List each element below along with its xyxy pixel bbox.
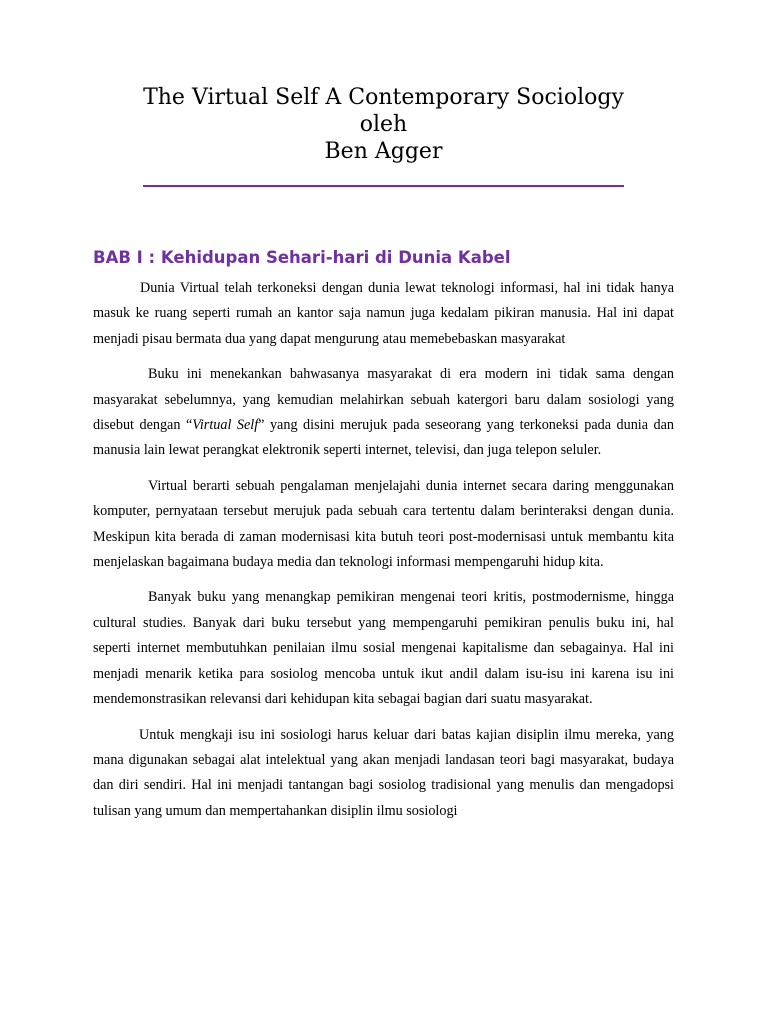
paragraph-4: Banyak buku yang menangkap pemikiran mengenai teori kritis, postmodernisme, hingga cultural studies. Banyak dari buku tersebut yang mempengaruhi pemikiran penulis buku ini, hal seperti internet membutuhkan penilaian ilmu sosial mengenai kapitalisme dan sebagainya. Hal ini menjadi menarik ketika para sosiolog mencoba untuk ikut andil dalam isu-isu ini karena isu ini mendemonstrasikan relevansi dari kehidupan kita sebagai bagian dari suatu masyarakat. (93, 589, 674, 708)
title-line-author: Ben Agger (324, 139, 443, 164)
title-line-oleh: oleh (359, 112, 408, 137)
paragraph-1: Dunia Virtual telah terkoneksi dengan dunia lewat teknologi informasi, hal ini tidak hanya masuk ke ruang seperti rumah an kantor saja namun juga kedalam pikiran manusia. Hal ini dapat menjadi pisau bermata dua yang dapat mengurung atau memebebaskan masyarakat (93, 280, 674, 347)
document-title (93, 84, 674, 165)
paragraph-3: Virtual berarti sebuah pengalaman menjelajahi dunia internet secara daring menggunakan komputer, pernyataan tersebut merujuk pada sebuah cara tertentu dalam berinteraksi dengan dunia. Meskipun kita berada di zaman modernisasi kita butuh teori post-modernisasi untuk membantu kita menjelaskan bagaimana budaya media dan teknologi informasi mempengaruhi hidup kita. (93, 477, 674, 571)
paragraph-2 (93, 362, 674, 464)
paragraph-5: Untuk mengkaji isu ini sosiologi harus keluar dari batas kajian disiplin ilmu mereka, yang mana digunakan sebagai alat intelektual yang akan menjadi landasan teori bagi masyarakat, budaya dan diri sendiri. Hal ini menjadi tantangan bagi sosiolog tradisional yang menulis dan mengadopsi tulisan yang umum dan mempertahankan disiplin ilmu sosiologi (93, 726, 674, 819)
title-line-book: The Virtual Self A Contemporary Sociology (143, 85, 624, 110)
chapter-body (93, 276, 674, 824)
paragraph-2-text-before: Buku ini menekankan bahwasanya masyarakat di era modern ini tidak sama dengan masyarakat sebelumnya, yang kemudian melahirkan sebuah katergori baru dalam sosiologi yang disebut dengan “ (93, 366, 674, 434)
chapter-heading: BAB I : Kehidupan Sehari-hari di Dunia Kabel (93, 248, 511, 267)
title-underline-divider (143, 185, 624, 187)
paragraph-2-text-after: ” yang disini merujuk pada seseorang yang terkoneksi pada dunia dan manusia lain lewat perangkat elektronik seperti internet, televisi, dan juga telepon seluler. (93, 417, 675, 459)
paragraph-2-italic-term: Virtual Self (192, 417, 259, 434)
